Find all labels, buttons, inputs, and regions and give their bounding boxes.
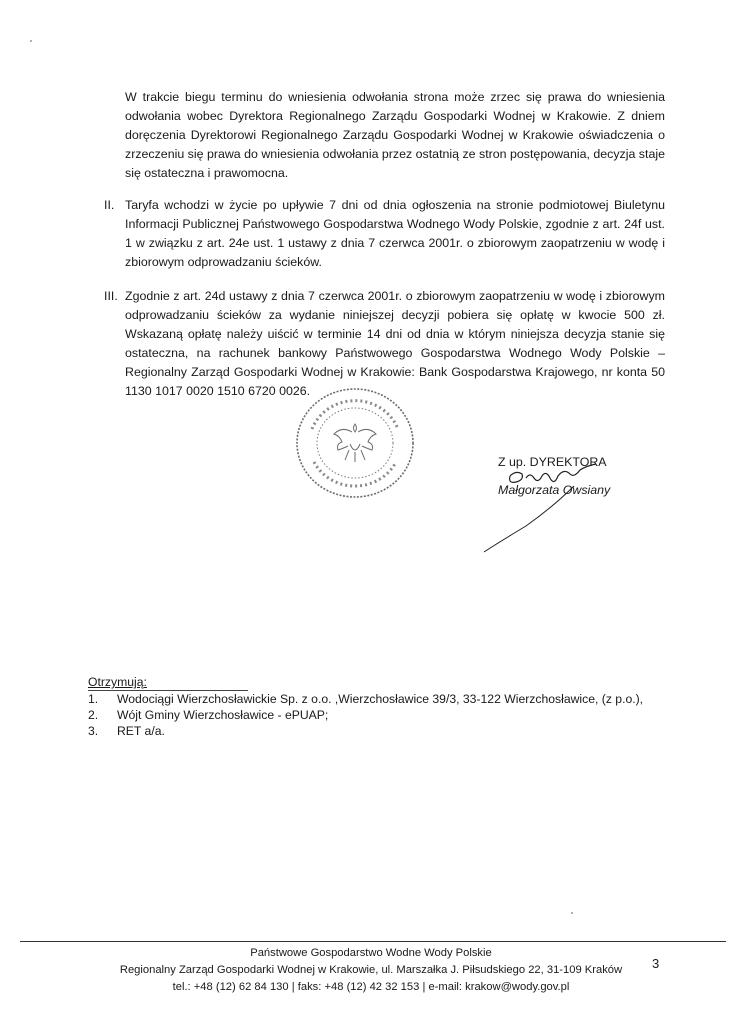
item-number: III. [104,289,118,303]
recipient-item [88,707,329,723]
recipient-item [88,723,165,739]
handwritten-signature [478,454,628,554]
recipient-number: 2. [88,708,99,722]
eagle-emblem-icon [334,424,376,462]
signature-title: Z up. DYREKTORA [498,455,607,469]
list-item-ii [104,196,665,272]
recipient-number: 1. [88,692,99,706]
recipient-item [88,691,644,707]
recipients-heading: Otrzymują: [88,675,147,689]
signatory-name: Małgorzata Owsiany [498,483,611,497]
recipient-text: Wójt Gminy Wierzchosławice - ePUAP; [117,708,329,722]
official-seal-stamp [292,384,418,502]
footer-organization: Państwowe Gospodarstwo Wodne Wody Polskie [250,947,492,959]
appeal-waiver-paragraph: W trakcie biegu terminu do wniesienia odwołania strona może zrzec się prawa do wniesienia odwołania wobec Dyrektora Regionalnego Zarządu Gospodarki Wodnej w Krakowie. Z dniem doręczenia Dyrektorowi Regionalnego Zarządu Gospodarki Wodnej w Krakowie oświadczenia o zrzeczeniu się prawa do wniesienia odwołania przez ostatnią ze stron postępowania, decyzja staje się ostateczna i prawomocna. [125,90,665,180]
footer-divider [20,941,726,942]
scan-speck [30,40,32,42]
item-number: II. [104,198,115,212]
scan-speck [571,912,573,914]
recipient-number: 3. [88,724,99,738]
recipient-text: Wodociągi Wierzchosławickie Sp. z o.o. ,Wierzchosławice 39/3, 33-122 Wierzchosławice, (z p.o.), [117,692,644,706]
item-text: Zgodnie z art. 24d ustawy z dnia 7 czerwca 2001r. o zbiorowym zaopatrzeniu w wodę i zbiorowym odprowadzaniu ścieków za wydanie niniejszej decyzji pobiera się opłatę w kwocie 500 zł. Wskazaną opłatę należy uiścić w terminie 14 dni od dnia w którym niniejsza decyzja stanie się ostateczna, na rachunek bankowy Państwowego Gospodarstwa Wodnego Wody Polskie – Regionalny Zarząd Gospodarki Wodnej w Krakowie: Bank Gospodarstwa Krajowego, nr konta 50 1130 1017 0020 1510 6720 0026. [125,289,665,398]
recipient-text: RET a/a. [117,724,165,738]
recipients-underline-divider [88,690,248,691]
footer-contact: tel.: +48 (12) 62 84 130 | faks: +48 (12) 42 32 153 | e-mail: krakow@wody.gov.pl [172,981,570,993]
page-number: 3 [652,956,660,971]
footer-address: Regionalny Zarząd Gospodarki Wodnej w Krakowie, ul. Marszałka J. Piłsudskiego 22, 31-109 Kraków [119,964,623,976]
recipients-section [88,674,644,739]
page-footer [110,945,632,996]
item-text: Taryfa wchodzi w życie po upływie 7 dni od dnia ogłoszenia na stronie podmiotowej Biuletynu Informacji Publicznej Państwowego Gospodarstwa Wodnego Wody Polskie, zgodnie z art. 24f ust. 1 w związku z art. 24e ust. 1 ustawy z dnia 7 czerwca 2001r. o zbiorowym zaopatrzeniu w wodę i zbiorowym odprowadzaniu ścieków. [125,198,665,269]
